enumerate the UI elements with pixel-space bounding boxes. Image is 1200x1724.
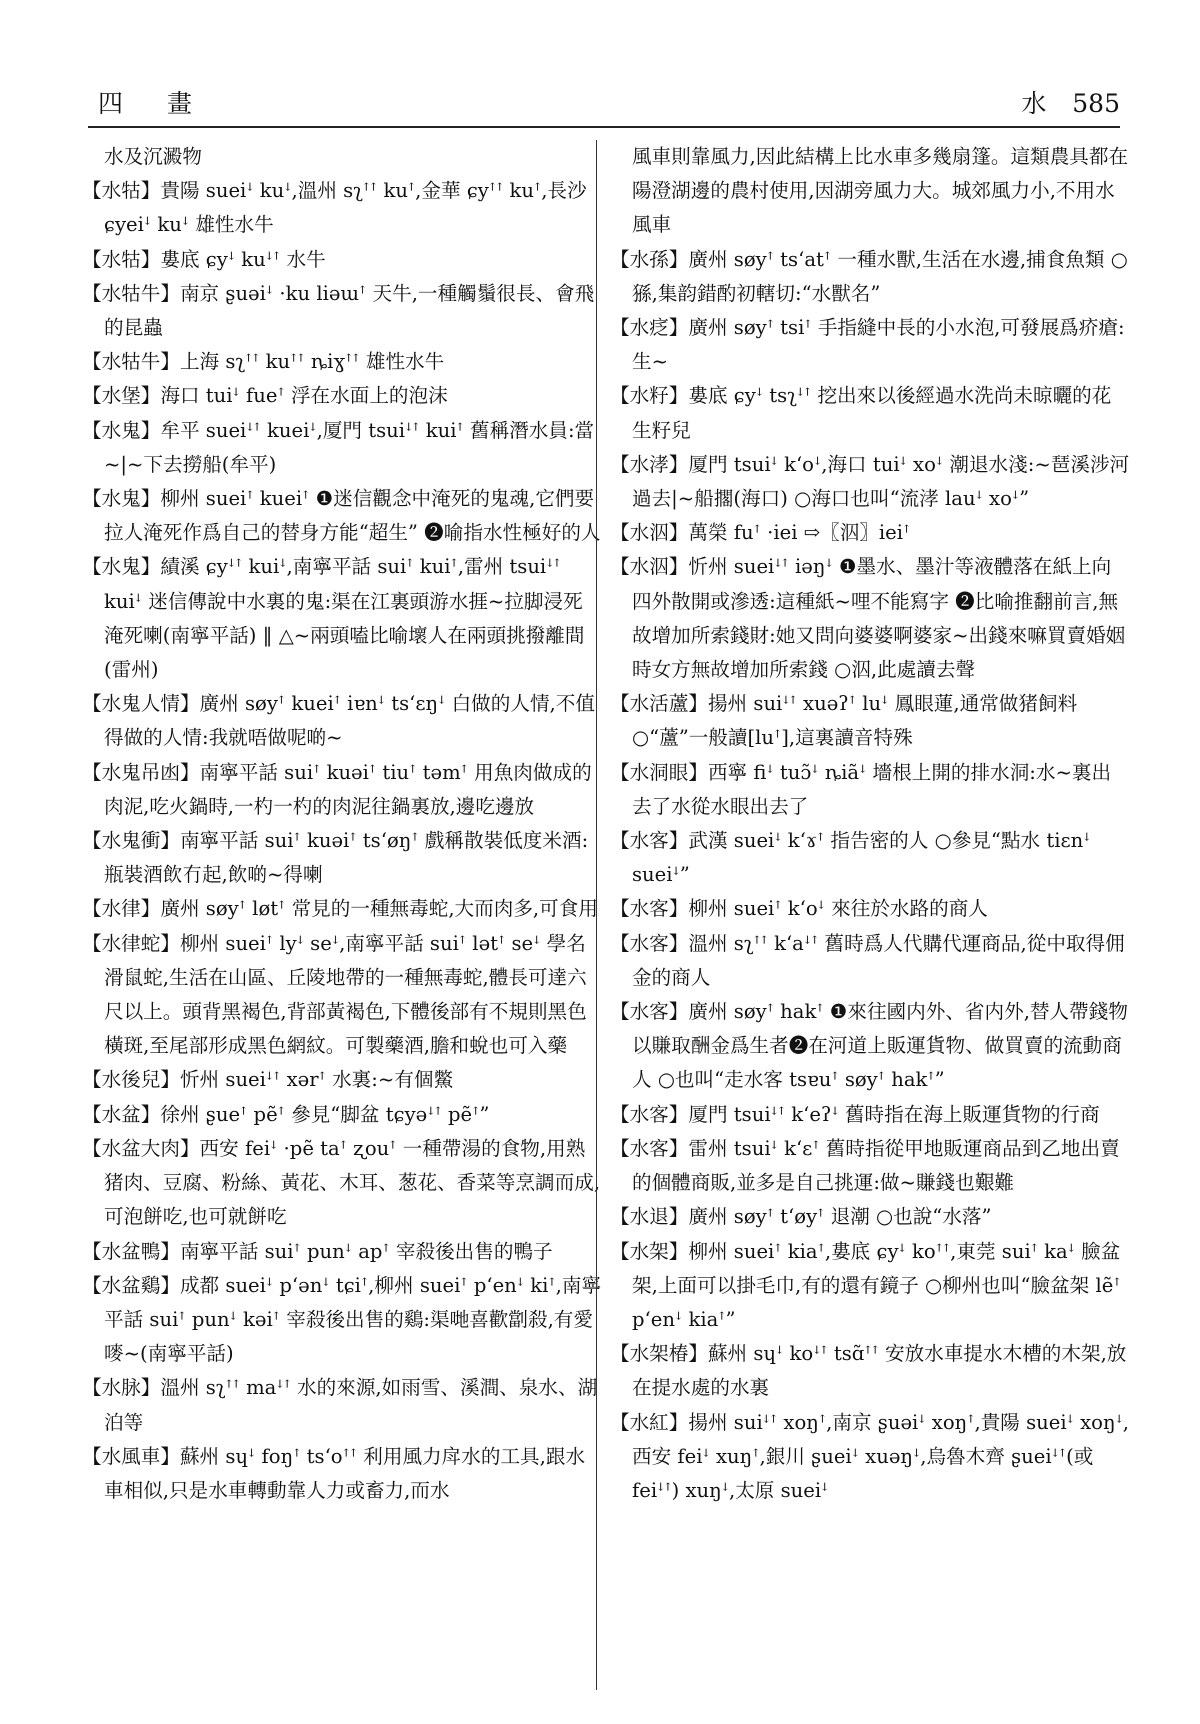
page-number: 585	[1072, 89, 1120, 118]
dictionary-entry: 【水鬼】柳州 sueiꜛ kueiꜛ ❶迷信觀念中淹死的鬼魂,它們要拉人淹死作爲自己的替身方能“超生” ❷喻指水性極好的人	[82, 487, 601, 545]
dictionary-entry: 【水盆鷄】成都 sueiꜜ pʻənꜜ tɕiꜛ,柳州 sueiꜛ pʻenꜜ kiꜛ,南寧平話 suiꜛ punꜜ kəiꜛ 宰殺後出售的鷄:渠哋喜歡劏殺,有愛嘜~(南寧平話)	[82, 1273, 602, 1366]
dictionary-entry: 【水律蛇】柳州 sueiꜛ lyꜜ seꜜ,南寧平話 suiꜛ lətꜛ seꜜ 學名滑鼠蛇,生活在山區、丘陵地帶的一種無毒蛇,體長可達六尺以上。頭背黑褐色,背部黃褐色,下體後部有不規則黑色橫斑,至尾部形成黑色網紋。可製藥酒,膽和蛻也可入藥	[82, 931, 587, 1058]
dictionary-entry: 【水鬼】牟平 sueiꜜꜛ kueiꜜ,厦門 tsuiꜜꜛ kuiꜛ 舊稱潛水員:當~|~下去撈船(牟平)	[82, 418, 595, 476]
dictionary-entry: 【水活蘆】揚州 suiꜜꜛ xuəʔꜛ luꜜ 鳳眼蓮,通常做猪飼料 ○“蘆”一般讀[luꜛ],這裏讀音特殊	[610, 692, 1078, 750]
dictionary-entry: 【水孫】廣州 søyꜛ tsʻatꜛ 一種水獸,生活在水邊,捕食魚類 ○猻,集韵錯酌初轄切:“水獸名”	[610, 247, 1128, 305]
dictionary-entry: 【水脉】溫州 sʅꜛꜛ maꜜꜛ 水的來源,如雨雪、溪澗、泉水、湖泊等	[82, 1376, 598, 1434]
dictionary-entry: 【水牯牛】南京 ʂuəiꜜ ·ku liəɯꜛ 天牛,一種觸鬚很長、會飛的昆蟲	[82, 281, 595, 340]
dictionary-entry: 【水架】柳州 sueiꜛ kiaꜛ,婁底 ɕyꜜ koꜛꜛ,東莞 suiꜛ kaꜜ 臉盆架,上面可以掛毛巾,有的還有鏡子 ○柳州也叫“臉盆架 lẽꜛ pʻenꜜ kiaꜛ”	[610, 1239, 1121, 1331]
column-divider	[596, 140, 597, 1690]
dictionary-entry: 【水盆大肉】西安 feiꜜ ·pẽ taꜛ ʐouꜛ 一種帶湯的食物,用熟猪肉、豆腐、粉絲、黃花、木耳、葱花、香菜等烹調而成,可泡餅吃,也可就餅吃	[82, 1136, 601, 1229]
dictionary-entry: 【水牯】婁底 ɕyꜜ kuꜜꜛ 水牛	[82, 247, 326, 271]
dictionary-entry: 【水律】廣州 søyꜛ løtꜛ 常見的一種無毒蛇,大而肉多,可食用	[82, 897, 598, 921]
dictionary-entry: 【水紅】揚州 suiꜜꜛ xoŋꜛ,南京 ʂuəiꜜ xoŋꜛ,貴陽 sueiꜜ xoŋꜜ,西安 feiꜜ xuŋꜛ,銀川 ʂueiꜜ xuəŋꜜ,烏魯木齊 ʂueiꜜꜛ(或 feiꜜꜛ) xuŋꜜ,太原 sueiꜜ	[610, 1410, 1130, 1502]
dictionary-entry: 【水籽】婁底 ɕyꜜ tsʅꜜꜛ 挖出來以後經過水洗尚未晾曬的花生籽兒	[610, 384, 1112, 442]
dictionary-entry: 【水鬼】績溪 ɕyꜜꜛ kuiꜜ,南寧平話 suiꜛ kuiꜛ,雷州 tsuiꜜꜛ kuiꜜ 迷信傳說中水裏的鬼:渠在江裏頭游水捱~拉脚浸死淹死喇(南寧平話) ‖ △~兩頭嗑比喻壞人在兩頭挑撥離間(雷州)	[82, 555, 585, 682]
dictionary-entry: 【水風車】蘇州 sɥꜜ foŋꜛ tsʻoꜛꜛ 利用風力戽水的工具,跟水車相似,只是水車轉動靠人力或畜力,而水	[82, 1444, 586, 1502]
dictionary-entry: 【水牯牛】上海 sʅꜛꜛ kuꜛꜛ ȵiɣꜛꜛ 雄性水牛	[82, 350, 445, 374]
page-header	[88, 84, 1120, 120]
dictionary-entry: 【水鬼衝】南寧平話 suiꜛ kuəiꜛ tsʻøŋꜛ 戲稱散裝低度米酒:瓶裝酒飲冇起,飲啲~得喇	[82, 829, 589, 887]
dictionary-entry: 水及沉澱物	[104, 145, 202, 168]
dictionary-entry: 【水洞眼】西寧 fiꜜ tuɔ̃ꜜ ȵiãꜜ 墻根上開的排水洞:水~裏出去了水從水眼出去了	[610, 760, 1112, 818]
dictionary-entry: 【水客】柳州 sueiꜛ kʻoꜜ 來往於水路的商人	[610, 897, 988, 921]
dictionary-entry: 【水後兒】忻州 sueiꜜꜛ xərꜛ 水裏:~有個鱉	[82, 1068, 454, 1092]
section-title: 四 畫	[98, 89, 210, 118]
dictionary-entry: 【水盆鴨】南寧平話 suiꜛ punꜜ apꜛ 宰殺後出售的鴨子	[82, 1239, 553, 1263]
dictionary-entry: 【水堡】海口 tuiꜜ fueꜛ 浮在水面上的泡沫	[82, 384, 448, 408]
dictionary-entry: 【水退】廣州 søyꜛ tʻøyꜛ 退潮 ○也說“水落”	[610, 1205, 992, 1229]
page-heading	[1003, 84, 1120, 120]
dictionary-entry: 風車則靠風力,因此結構上比水車多幾扇篷。這類農具都在陽澄湖邊的農村使用,因湖旁風力大。城郊風力小,不用水風車	[632, 145, 1129, 237]
header-rule	[88, 126, 1120, 128]
dictionary-entry: 【水客】雷州 tsuiꜜ kʻɛꜛ 舊時指從甲地販運商品到乙地出賣的個體商販,並多是自己挑運:做~賺錢也艱難	[610, 1136, 1120, 1195]
dictionary-entry: 【水盆】徐州 ʂueꜛ pẽꜛ 參見“脚盆 tɕyəꜜꜛ pẽꜛ”	[82, 1102, 490, 1126]
right-column	[610, 140, 1130, 1508]
dictionary-entry: 【水疺】廣州 søyꜛ tsiꜛ 手指縫中長的小水泡,可發展爲疥瘡:生~	[610, 316, 1125, 374]
dictionary-entry: 【水客】武漢 sueiꜜ kʻɤꜛ 指告密的人 ○參見“點水 tiɛnꜜ sueiꜜ”	[610, 829, 1091, 887]
dictionary-entry: 【水鬼人情】廣州 søyꜛ kueiꜛ iɐnꜜ tsʻɛŋꜜ 白做的人情,不值得做的人情:我就唔做呢啲~	[82, 692, 595, 750]
left-column	[82, 140, 602, 1508]
dictionary-entry: 【水架椿】蘇州 sɥꜜ koꜜꜛ tsɑ̃ꜛꜛ 安放水車提水木槽的木架,放在提水處的水裏	[610, 1342, 1127, 1400]
dictionary-entry: 【水泅】忻州 sueiꜜꜛ iəŋꜜ ❶墨水、墨汁等液體落在紙上向四外散開或滲透:這種紙~哩不能寫字 ❷比喻推翻前言,無故增加所索錢財:她又問向婆婆啊婆家~出錢來嘛買賣婚姻時女方無故增加所索錢 ○泅,此處讀去聲	[610, 555, 1126, 682]
dictionary-entry: 【水客】廣州 søyꜛ hakꜛ ❶來往國内外、省内外,替人帶錢物以賺取酬金爲生者❷在河道上販運貨物、做買賣的流動商人 ○也叫“走水客 tsɐuꜛ søyꜛ hakꜛ”	[610, 1000, 1128, 1092]
dictionary-entry: 【水客】厦門 tsuiꜜꜛ kʻeʔꜜ 舊時指在海上販運貨物的行商	[610, 1102, 1100, 1126]
dictionary-entry: 【水涍】厦門 tsuiꜜ kʻoꜜ,海口 tuiꜜ xoꜜ 潮退水淺:~琶溪涉河過去|~船擱(海口) ○海口也叫“流涍 lauꜜ xoꜜ”	[610, 452, 1130, 511]
dictionary-entry: 【水泅】萬榮 fuꜛ ·iei ⇨〖泅〗ieiꜛ	[610, 521, 911, 545]
dictionary-entry: 【水鬼吊凼】南寧平話 suiꜛ kuəiꜛ tiuꜛ təmꜛ 用魚肉做成的肉泥,吃火鍋時,一杓一杓的肉泥往鍋裏放,邊吃邊放	[82, 760, 592, 818]
dictionary-entry: 【水客】溫州 sʅꜛꜛ kʻaꜜꜛ 舊時爲人代購代運商品,從中取得佣金的商人	[610, 931, 1125, 989]
head-character: 水	[1021, 89, 1047, 118]
dictionary-entry: 【水牯】貴陽 sueiꜜ kuꜜ,溫州 sʅꜛꜛ kuꜛ,金華 ɕyꜛꜛ kuꜛ,長沙 ɕyeiꜜ kuꜜ 雄性水牛	[82, 179, 587, 237]
